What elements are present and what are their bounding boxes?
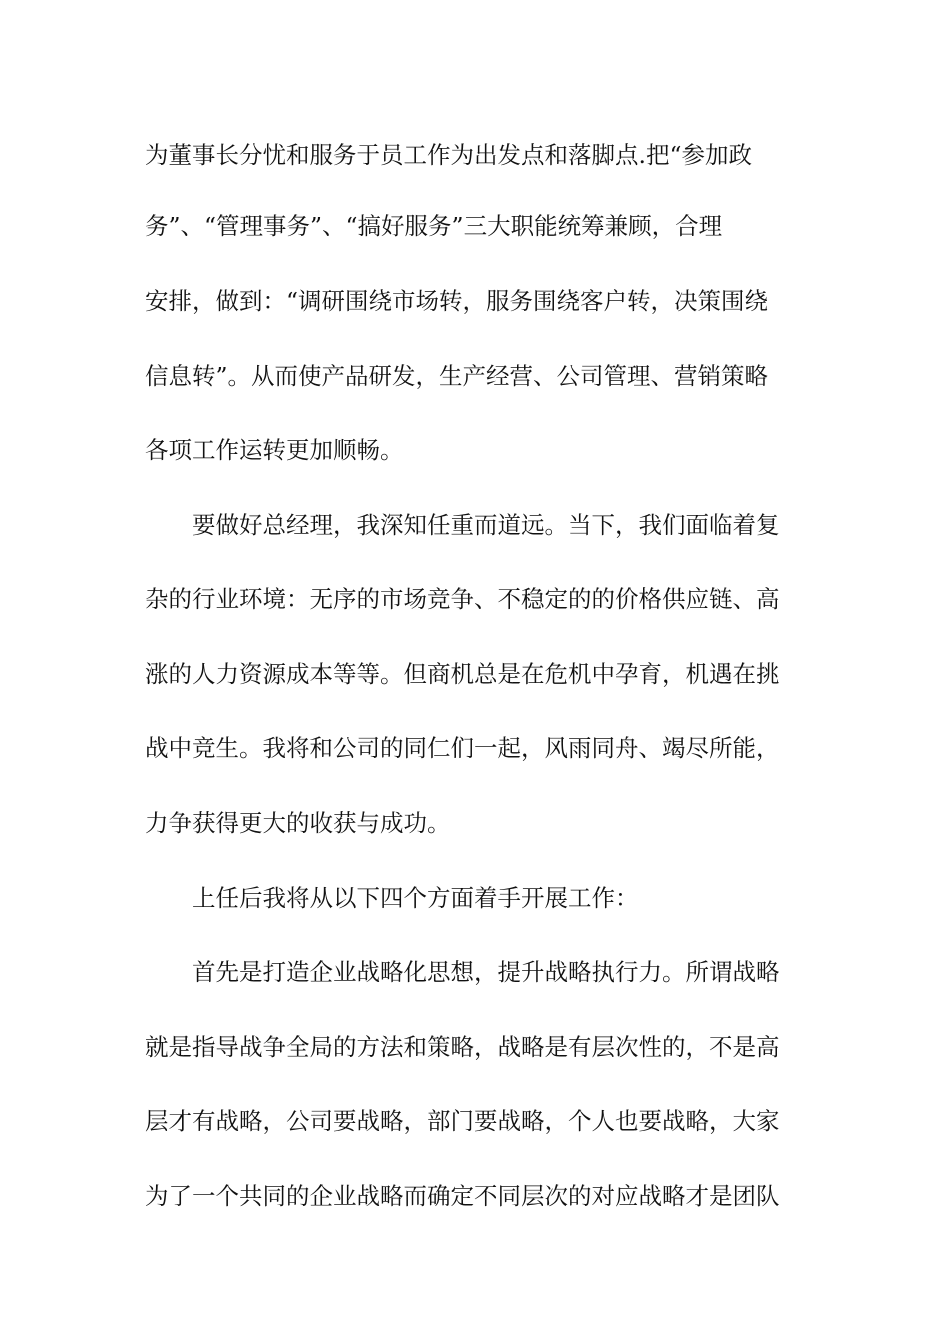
text-line: 务”、“管理事务”、“搞好服务”三大职能统筹兼顾，合理 [145,212,723,240]
text-line: 就是指导战争全局的方法和策略，战略是有层次性的，不是高 [145,1033,780,1061]
text-line: 杂的行业环境：无序的市场竞争、不稳定的的价格供应链、高 [145,585,780,613]
text-line: 安排，做到：“调研围绕市场转，服务围绕客户转，决策围绕 [145,287,769,315]
text-line: 战中竞生。我将和公司的同仁们一起，风雨同舟、竭尽所能， [145,734,780,762]
text-line: 首先是打造企业战略化思想，提升战略执行力。所谓战略 [192,958,780,986]
text-line: 为董事长分忧和服务于员工作为出发点和落脚点.把“参加政 [145,141,752,169]
text-line: 力争获得更大的收获与成功。 [145,809,451,837]
text-line: 要做好总经理，我深知任重而道远。当下，我们面临着复 [192,511,780,539]
text-line: 各项工作运转更加顺畅。 [145,436,404,464]
text-line: 上任后我将从以下四个方面着手开展工作： [192,884,639,912]
text-line: 层才有战略，公司要战略，部门要战略，个人也要战略，大家 [145,1107,780,1135]
text-line: 为了一个共同的企业战略而确定不同层次的对应战略才是团队 [145,1182,780,1210]
text-line: 涨的人力资源成本等等。但商机总是在危机中孕育，机遇在挑 [145,660,780,688]
text-line: 信息转”。从而使产品研发，生产经营、公司管理、营销策略 [145,362,769,390]
